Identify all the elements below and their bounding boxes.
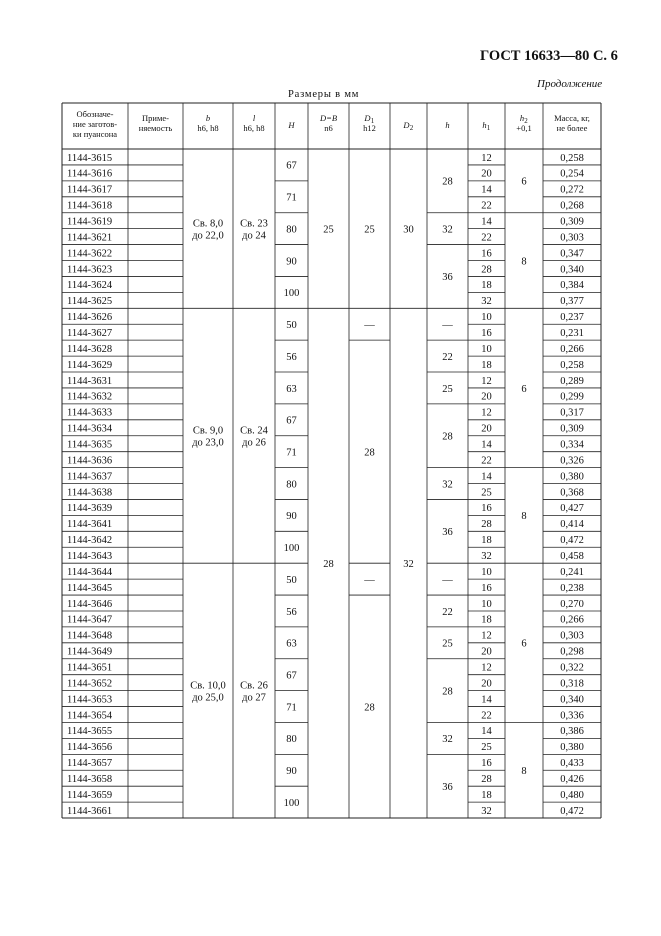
h1-cell: 12: [481, 152, 492, 164]
mass-cell: 0,272: [560, 184, 584, 196]
mass-cell: 0,386: [560, 726, 584, 738]
designation-cell: 1144-3658: [67, 774, 113, 786]
l-range-cell: до 27: [242, 692, 266, 704]
h-cell: 22: [442, 606, 453, 618]
d1-cell: 28: [364, 702, 375, 714]
d2-cell: 30: [403, 224, 414, 236]
h1-cell: 28: [481, 519, 492, 531]
col-header-H: H: [288, 120, 295, 130]
h1-cell: 16: [481, 582, 492, 594]
col-header-D-B-tol: n6: [324, 123, 333, 133]
l-range-cell: Св. 24: [240, 425, 268, 437]
h1-cell: 20: [481, 168, 492, 180]
h-cell: 90: [286, 256, 297, 268]
designation-cell: 1144-3645: [67, 582, 113, 594]
col-header-h2: h: [519, 113, 525, 123]
h1-cell: 32: [481, 296, 492, 308]
designation-cell: 1144-3641: [67, 519, 113, 531]
h-cell: 80: [286, 734, 297, 746]
h1-cell: 18: [481, 614, 492, 626]
h-cell: —: [442, 574, 453, 586]
h-cell: 90: [286, 766, 297, 778]
h1-cell: 16: [481, 248, 492, 260]
mass-cell: 0,231: [560, 327, 584, 339]
d1-cell: 28: [364, 447, 375, 459]
designation-cell: 1144-3615: [67, 152, 113, 164]
d2-cell: 32: [403, 558, 414, 570]
designation-cell: 1144-3656: [67, 742, 113, 754]
continuation-label: Продолжение: [537, 78, 603, 90]
h-cell: 56: [286, 606, 297, 618]
page-header: ГОСТ 16633—80 С. 6: [480, 48, 618, 64]
designation-cell: 1144-3624: [67, 280, 113, 292]
mass-cell: 0,326: [560, 455, 584, 467]
h-cell: 67: [286, 160, 297, 172]
h-cell: 25: [442, 383, 453, 395]
h1-cell: 14: [481, 694, 492, 706]
h-cell: 67: [286, 415, 297, 427]
d-b-cell: 28: [323, 558, 334, 570]
h1-cell: 12: [481, 407, 492, 419]
h1-cell: 10: [481, 566, 492, 578]
h-cell: 71: [286, 702, 297, 714]
designation-cell: 1144-3649: [67, 646, 113, 658]
mass-cell: 0,298: [560, 646, 584, 658]
h1-cell: 10: [481, 312, 492, 324]
mass-cell: 0,289: [560, 375, 584, 387]
designation-cell: 1144-3617: [67, 184, 113, 196]
designation-cell: 1144-3632: [67, 391, 113, 403]
designation-cell: 1144-3647: [67, 614, 113, 626]
designation-cell: 1144-3642: [67, 535, 113, 547]
designation-cell: 1144-3653: [67, 694, 113, 706]
h1-cell: 20: [481, 423, 492, 435]
h1-cell: 14: [481, 471, 492, 483]
mass-cell: 0,258: [560, 359, 584, 371]
col-header-application: Приме-: [142, 113, 169, 123]
mass-cell: 0,384: [560, 280, 584, 292]
h-cell: 32: [442, 479, 453, 491]
b-range-cell: Св. 9,0: [192, 425, 224, 437]
designation-cell: 1144-3652: [67, 678, 113, 690]
h-cell: 100: [283, 288, 300, 300]
d1-cell: —: [364, 574, 375, 586]
designation-cell: 1144-3622: [67, 248, 113, 260]
mass-cell: 0,334: [560, 439, 584, 451]
designation-cell: 1144-3636: [67, 455, 113, 467]
h1-cell: 20: [481, 391, 492, 403]
mass-cell: 0,458: [560, 551, 584, 563]
designation-cell: 1144-3655: [67, 726, 113, 738]
mass-cell: 0,254: [560, 168, 584, 180]
mass-cell: 0,380: [560, 742, 584, 754]
mass-cell: 0,377: [560, 296, 584, 308]
mass-cell: 0,472: [560, 805, 584, 817]
col-header-mass: не более: [556, 123, 588, 133]
col-header-l-tol: h6, h8: [243, 123, 265, 133]
h1-cell: 22: [481, 710, 492, 722]
h1-cell: 20: [481, 646, 492, 658]
mass-cell: 0,303: [560, 232, 584, 244]
h-cell: 36: [442, 782, 453, 793]
h1-cell: 14: [481, 216, 492, 228]
mass-cell: 0,368: [560, 487, 584, 499]
designation-cell: 1144-3646: [67, 598, 113, 610]
b-range-cell: до 23,0: [192, 437, 224, 449]
mass-cell: 0,322: [560, 662, 584, 674]
col-header-h: h: [445, 120, 450, 130]
h1-cell: 18: [481, 535, 492, 547]
designation-cell: 1144-3654: [67, 710, 113, 722]
designation-cell: 1144-3639: [67, 503, 113, 515]
h-cell: 50: [286, 574, 297, 586]
mass-cell: 0,347: [560, 248, 584, 260]
col-header-application: няемость: [138, 123, 173, 133]
h1-cell: 32: [481, 551, 492, 563]
h-cell: 56: [286, 351, 297, 363]
designation-cell: 1144-3651: [67, 662, 113, 674]
col-header-designation: Обозначе-: [76, 109, 114, 119]
mass-cell: 0,340: [560, 264, 584, 276]
h-cell: 28: [442, 686, 453, 698]
col-header-D-B: D=B: [319, 113, 338, 123]
h1-cell: 16: [481, 503, 492, 515]
col-header-h2-sub: 2: [524, 117, 528, 125]
mass-cell: 0,426: [560, 774, 584, 786]
col-header-l: l: [252, 113, 256, 123]
designation-cell: 1144-3635: [67, 439, 113, 451]
designation-cell: 1144-3634: [67, 423, 113, 435]
h1-cell: 14: [481, 184, 492, 196]
mass-cell: 0,480: [560, 789, 584, 801]
mass-cell: 0,336: [560, 710, 584, 722]
l-range-cell: до 24: [242, 230, 266, 242]
h-cell: 22: [442, 351, 453, 363]
h1-cell: 12: [481, 375, 492, 387]
mass-cell: 0,299: [560, 391, 584, 403]
h-cell: 67: [286, 670, 297, 682]
designation-cell: 1144-3629: [67, 359, 113, 371]
designation-cell: 1144-3661: [67, 805, 113, 817]
designation-cell: 1144-3633: [67, 407, 113, 419]
h-cell: —: [442, 320, 453, 332]
mass-cell: 0,238: [560, 582, 584, 594]
h-cell: 25: [442, 638, 453, 650]
mass-cell: 0,270: [560, 598, 584, 610]
h1-cell: 18: [481, 280, 492, 292]
mass-cell: 0,309: [560, 216, 584, 228]
mass-cell: 0,237: [560, 312, 584, 324]
h1-cell: 14: [481, 726, 492, 738]
h1-cell: 18: [481, 789, 492, 801]
mass-cell: 0,266: [560, 343, 584, 355]
h1-cell: 22: [481, 232, 492, 244]
designation-cell: 1144-3619: [67, 216, 113, 228]
h2-cell: 6: [521, 176, 527, 188]
h1-cell: 25: [481, 742, 492, 754]
col-header-b-tol: h6, h8: [197, 123, 219, 133]
sizes-caption: Размеры в мм: [288, 89, 360, 100]
designation-cell: 1144-3659: [67, 789, 113, 801]
designation-cell: 1144-3648: [67, 630, 113, 642]
d1-cell: —: [364, 320, 375, 332]
designation-cell: 1144-3626: [67, 312, 113, 324]
h-cell: 28: [442, 431, 453, 443]
h-cell: 32: [442, 224, 453, 236]
h1-cell: 28: [481, 264, 492, 276]
h2-cell: 8: [521, 511, 527, 523]
col-header-b: b: [205, 113, 211, 123]
h1-cell: 16: [481, 758, 492, 770]
b-range-cell: Св. 8,0: [192, 218, 224, 230]
h-cell: 36: [442, 527, 453, 539]
col-header-D1-tol: h12: [363, 123, 376, 133]
h2-cell: 8: [521, 256, 527, 268]
h1-cell: 18: [481, 359, 492, 371]
h2-cell: 8: [521, 766, 527, 778]
col-header-h1: h: [482, 120, 487, 130]
b-range-cell: до 25,0: [192, 692, 224, 704]
h2-cell: 6: [521, 383, 527, 395]
h1-cell: 12: [481, 630, 492, 642]
b-range-cell: до 22,0: [192, 230, 224, 242]
h-cell: 32: [442, 734, 453, 746]
col-header-h1-sub: 1: [486, 124, 491, 132]
designation-cell: 1144-3618: [67, 200, 113, 212]
mass-cell: 0,309: [560, 423, 584, 435]
h-cell: 63: [286, 383, 297, 395]
h-cell: 80: [286, 479, 297, 491]
h1-cell: 25: [481, 487, 492, 499]
mass-cell: 0,258: [560, 152, 584, 164]
h1-cell: 14: [481, 439, 492, 451]
d1-cell: 25: [364, 224, 375, 236]
designation-cell: 1144-3644: [67, 566, 113, 578]
col-header-mass: Масса, кг,: [554, 113, 590, 123]
mass-cell: 0,303: [560, 630, 584, 642]
h-cell: 71: [286, 447, 297, 459]
l-range-cell: Св. 26: [240, 680, 268, 692]
designation-cell: 1144-3643: [67, 551, 113, 563]
h1-cell: 10: [481, 598, 492, 610]
h-cell: 36: [442, 272, 453, 284]
mass-cell: 0,317: [560, 407, 584, 419]
h1-cell: 22: [481, 200, 492, 212]
h1-cell: 32: [481, 805, 492, 817]
b-range-cell: Св. 10,0: [190, 680, 226, 692]
designation-cell: 1144-3638: [67, 487, 113, 499]
mass-cell: 0,266: [560, 614, 584, 626]
h1-cell: 28: [481, 774, 492, 786]
mass-cell: 0,414: [560, 519, 584, 531]
h1-cell: 20: [481, 678, 492, 690]
d-b-cell: 25: [323, 224, 334, 236]
mass-cell: 0,472: [560, 535, 584, 547]
col-header-h2-tol: +0,1: [516, 123, 532, 133]
h1-cell: 16: [481, 327, 492, 339]
h-cell: 80: [286, 224, 297, 236]
mass-cell: 0,427: [560, 503, 584, 515]
h1-cell: 22: [481, 455, 492, 467]
mass-cell: 0,241: [560, 566, 584, 578]
mass-cell: 0,340: [560, 694, 584, 706]
col-header-D1: D: [364, 113, 371, 123]
l-range-cell: Св. 23: [240, 218, 268, 230]
designation-cell: 1144-3616: [67, 168, 113, 180]
designation-cell: 1144-3631: [67, 375, 113, 387]
h-cell: 100: [283, 543, 300, 555]
l-range-cell: до 26: [242, 437, 266, 449]
designation-cell: 1144-3623: [67, 264, 113, 276]
mass-cell: 0,380: [560, 471, 584, 483]
col-header-D2-sub: 2: [409, 124, 414, 132]
mass-cell: 0,268: [560, 200, 584, 212]
col-header-designation: ние заготов-: [72, 119, 118, 129]
col-header-D1-sub: 1: [370, 117, 375, 125]
designation-cell: 1144-3621: [67, 232, 113, 244]
designation-cell: 1144-3627: [67, 327, 113, 339]
h1-cell: 12: [481, 662, 492, 674]
h-cell: 63: [286, 638, 297, 650]
designation-cell: 1144-3625: [67, 296, 113, 308]
mass-cell: 0,433: [560, 758, 584, 770]
mass-cell: 0,318: [560, 678, 584, 690]
designation-cell: 1144-3628: [67, 343, 113, 355]
h-cell: 28: [442, 176, 453, 188]
designation-cell: 1144-3637: [67, 471, 113, 483]
designation-cell: 1144-3657: [67, 758, 113, 770]
h-cell: 100: [283, 797, 300, 809]
h-cell: 71: [286, 192, 297, 204]
h-cell: 50: [286, 320, 297, 332]
h1-cell: 10: [481, 343, 492, 355]
h2-cell: 6: [521, 638, 527, 650]
h-cell: 90: [286, 511, 297, 523]
col-header-designation: ки пуансона: [72, 129, 118, 139]
col-header-D2: D: [403, 120, 410, 130]
